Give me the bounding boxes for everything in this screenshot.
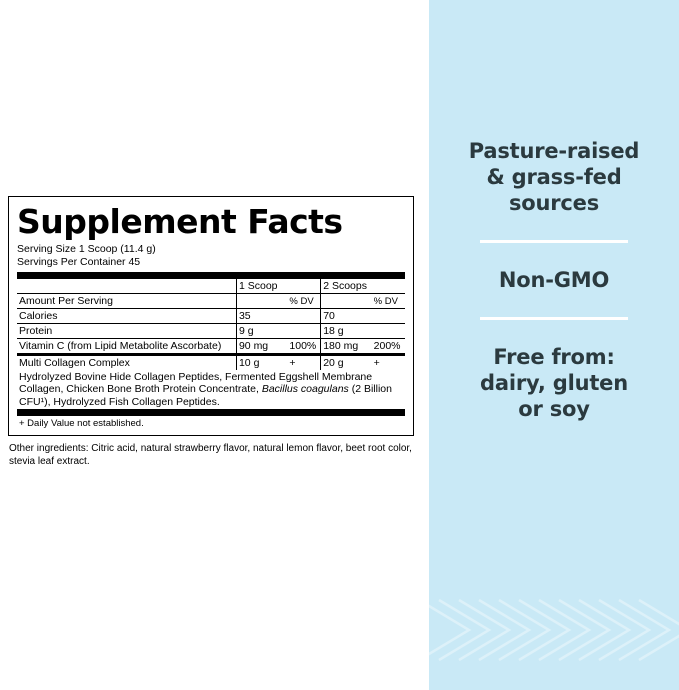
nutrient-dv-1 xyxy=(287,309,320,324)
header-amount-1-spacer xyxy=(236,294,287,309)
table-row xyxy=(17,324,405,339)
servings-per-container-line: Servings Per Container 45 xyxy=(17,255,141,268)
header-scoop-2: 2 Scoops xyxy=(321,279,405,294)
claim-divider xyxy=(480,240,628,243)
header-amount-per-serving: Amount Per Serving xyxy=(17,294,236,309)
nutrient-amount-2: 180 mg xyxy=(321,339,372,354)
nutrient-name: Calories xyxy=(17,309,236,324)
nutrient-dv-1: 100% xyxy=(289,340,317,352)
complex-ingredients-row xyxy=(17,370,405,410)
complex-name: Multi Collagen Complex xyxy=(19,356,130,369)
table-row xyxy=(17,309,405,324)
nutrient-dv-2: 200% xyxy=(373,340,401,352)
header-scoop-1: 1 Scoop xyxy=(236,279,320,294)
daily-value-footnote: + Daily Value not established. xyxy=(19,418,144,429)
nutrient-amount-1: 9 g xyxy=(236,324,287,339)
divider-thick-top xyxy=(17,272,405,279)
other-ingredients-text: Other ingredients: Citric acid, natural strawberry flavor, natural lemon flavor, beet root color, stevia leaf extract. xyxy=(9,443,412,467)
claims-list xyxy=(429,0,679,690)
claim-divider xyxy=(480,317,628,320)
nutrient-amount-2: 18 g xyxy=(321,324,372,339)
nutrient-name: Vitamin C (from Lipid Metabolite Ascorbate) xyxy=(19,340,222,352)
nutrient-amount-2: 70 xyxy=(321,309,372,324)
claim-free-from: Free from: dairy, gluten or soy xyxy=(480,345,628,421)
supplement-facts-title: Supplement Facts xyxy=(17,202,343,241)
header-dv-2: % DV xyxy=(372,294,405,309)
supplement-facts-panel xyxy=(8,196,414,468)
complex-amount-1: 10 g xyxy=(236,356,287,370)
claims-pane xyxy=(429,0,679,690)
nutrient-dv-2 xyxy=(372,309,405,324)
nutrient-dv-1 xyxy=(287,324,320,339)
supplement-facts-table xyxy=(17,279,405,353)
serving-info xyxy=(17,243,405,268)
complex-dv-2: + xyxy=(373,356,380,369)
complex-amount-2: 20 g xyxy=(321,356,372,370)
nutrient-amount-1: 35 xyxy=(236,309,287,324)
claim-pasture-raised: Pasture-raised & grass-fed sources xyxy=(468,139,640,215)
serving-size-line: Serving Size 1 Scoop (11.4 g) xyxy=(17,243,156,255)
ingredients-part-2: (2 Billion CFU¹), Hydrolyzed Fish Collagen Peptides. xyxy=(19,383,392,408)
table-header-amount xyxy=(17,294,405,309)
nutrient-amount-1: 90 mg xyxy=(236,339,287,354)
nutrient-name: Protein xyxy=(17,324,236,339)
header-amount-2-spacer xyxy=(321,294,372,309)
collagen-complex-table xyxy=(17,356,405,410)
table-row xyxy=(17,339,405,354)
nutrient-dv-2 xyxy=(372,324,405,339)
ingredients-part-1: Hydrolyzed Bovine Hide Collagen Peptides, Fermented Eggshell Membrane Collagen, Chicken Bone Broth Protein Concentrate, xyxy=(19,370,373,395)
divider-thick-bottom xyxy=(17,409,405,416)
ingredients-organism-name: Bacillus coagulans xyxy=(261,383,349,395)
table-header-scoops xyxy=(17,279,405,294)
complex-row xyxy=(17,356,405,370)
header-dv-1: % DV xyxy=(287,294,320,309)
complex-ingredients xyxy=(17,370,405,410)
supplement-facts-box xyxy=(8,196,414,436)
header-spacer xyxy=(17,279,236,294)
complex-dv-1: + xyxy=(289,356,296,369)
claim-non-gmo: Non-GMO xyxy=(498,268,610,292)
